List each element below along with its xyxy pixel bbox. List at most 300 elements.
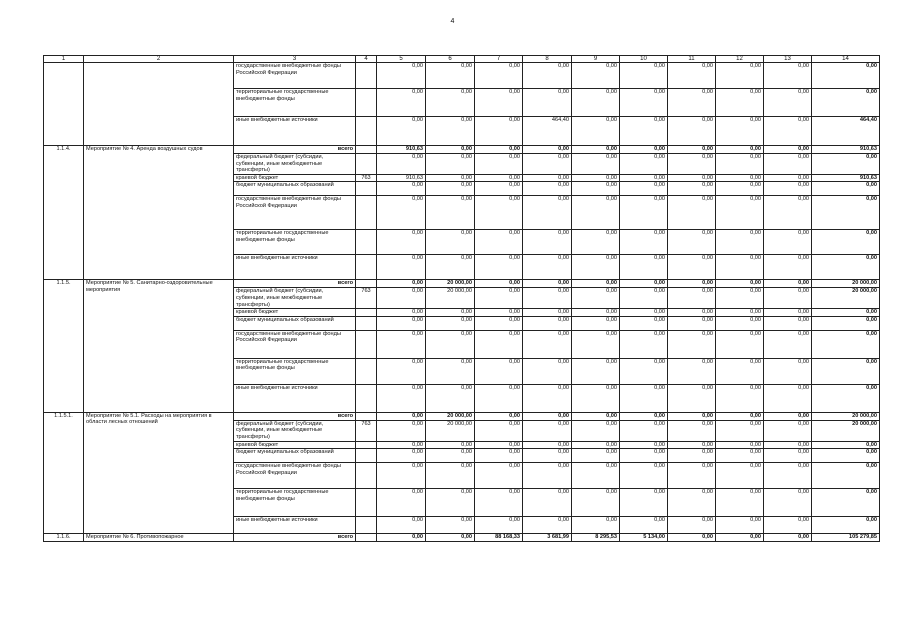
amount-cell: 0,00 <box>668 63 716 89</box>
amount-cell: 0,00 <box>620 463 668 489</box>
budget-table <box>43 55 880 542</box>
amount-cell: 0,00 <box>668 316 716 330</box>
funding-source: федеральный бюджет (субсидии, субвенции, иные межбюджетные трансферты) <box>234 420 356 441</box>
amount-cell: 0,00 <box>572 309 620 317</box>
amount-cell: 0,00 <box>620 174 668 182</box>
measure-number: 1.1.6. <box>44 534 84 542</box>
amount-cell: 0,00 <box>572 63 620 89</box>
amount-cell: 0,00 <box>475 489 523 517</box>
amount-cell: 0,00 <box>668 196 716 230</box>
amount-cell: 0,00 <box>572 441 620 449</box>
amount-cell: 0,00 <box>377 384 426 412</box>
amount-cell: 0,00 <box>523 420 572 441</box>
amount-cell: 0,00 <box>716 441 764 449</box>
amount-cell: 0,00 <box>764 309 812 317</box>
column-header: 11 <box>668 56 716 63</box>
table-row <box>44 280 880 288</box>
amount-cell: 0,00 <box>716 330 764 358</box>
amount-cell: 0,00 <box>475 89 523 117</box>
amount-cell: 0,00 <box>812 196 880 230</box>
amount-cell: 0,00 <box>764 174 812 182</box>
amount-cell: 0,00 <box>620 154 668 175</box>
measure-number: 1.1.4. <box>44 146 84 280</box>
amount-cell: 0,00 <box>572 154 620 175</box>
amount-cell: 0,00 <box>716 255 764 280</box>
amount-cell: 0,00 <box>523 384 572 412</box>
amount-cell: 0,00 <box>475 420 523 441</box>
amount-cell: 0,00 <box>377 117 426 146</box>
funding-source: иные внебюджетные источники <box>234 117 356 146</box>
amount-cell: 0,00 <box>426 441 475 449</box>
amount-cell: 0,00 <box>764 534 812 542</box>
amount-cell: 0,00 <box>426 174 475 182</box>
amount-cell: 0,00 <box>426 255 475 280</box>
amount-cell: 20 000,00 <box>426 288 475 309</box>
amount-cell: 0,00 <box>716 117 764 146</box>
amount-cell: 0,00 <box>426 517 475 534</box>
amount-cell: 0,00 <box>523 463 572 489</box>
table-row <box>44 146 880 154</box>
amount-cell: 0,00 <box>475 517 523 534</box>
amount-cell: 0,00 <box>716 309 764 317</box>
amount-cell: 0,00 <box>572 230 620 255</box>
amount-cell: 0,00 <box>716 196 764 230</box>
amount-cell: 0,00 <box>377 63 426 89</box>
amount-cell: 0,00 <box>523 182 572 196</box>
budget-code <box>356 489 377 517</box>
amount-cell: 0,00 <box>764 182 812 196</box>
funding-source: государственные внебюджетные фонды Российской Федерации <box>234 63 356 89</box>
amount-cell: 0,00 <box>426 489 475 517</box>
amount-cell: 20 000,00 <box>812 280 880 288</box>
amount-cell: 0,00 <box>764 154 812 175</box>
column-header: 5 <box>377 56 426 63</box>
amount-cell: 0,00 <box>812 449 880 463</box>
amount-cell: 0,00 <box>377 463 426 489</box>
amount-cell: 0,00 <box>620 117 668 146</box>
column-header: 2 <box>84 56 234 63</box>
amount-cell: 0,00 <box>475 63 523 89</box>
amount-cell: 0,00 <box>426 63 475 89</box>
amount-cell: 0,00 <box>426 196 475 230</box>
amount-cell: 0,00 <box>764 280 812 288</box>
amount-cell: 0,00 <box>426 449 475 463</box>
amount-cell: 0,00 <box>716 174 764 182</box>
amount-cell: 0,00 <box>716 89 764 117</box>
amount-cell: 20 000,00 <box>426 412 475 420</box>
funding-source: иные внебюджетные источники <box>234 255 356 280</box>
amount-cell: 0,00 <box>812 89 880 117</box>
budget-code <box>356 196 377 230</box>
amount-cell: 0,00 <box>764 316 812 330</box>
amount-cell: 0,00 <box>426 230 475 255</box>
amount-cell: 0,00 <box>523 517 572 534</box>
amount-cell: 0,00 <box>620 489 668 517</box>
amount-cell: 0,00 <box>764 463 812 489</box>
amount-cell: 0,00 <box>523 146 572 154</box>
funding-source: государственные внебюджетные фонды Российской Федерации <box>234 463 356 489</box>
amount-cell: 0,00 <box>620 330 668 358</box>
amount-cell: 20 000,00 <box>812 420 880 441</box>
amount-cell: 0,00 <box>716 316 764 330</box>
amount-cell: 88 168,33 <box>475 534 523 542</box>
amount-cell: 0,00 <box>764 89 812 117</box>
amount-cell: 0,00 <box>475 255 523 280</box>
amount-cell: 0,00 <box>523 174 572 182</box>
amount-cell: 20 000,00 <box>812 288 880 309</box>
funding-source: бюджет муниципальных образований <box>234 182 356 196</box>
amount-cell: 0,00 <box>620 288 668 309</box>
amount-cell: 0,00 <box>668 89 716 117</box>
column-header: 6 <box>426 56 475 63</box>
budget-code <box>356 517 377 534</box>
measure-number: 1.1.5. <box>44 280 84 412</box>
amount-cell: 0,00 <box>377 412 426 420</box>
amount-cell: 0,00 <box>377 441 426 449</box>
amount-cell: 0,00 <box>716 358 764 384</box>
budget-code <box>356 182 377 196</box>
amount-cell: 0,00 <box>426 182 475 196</box>
funding-source: бюджет муниципальных образований <box>234 316 356 330</box>
amount-cell: 0,00 <box>377 89 426 117</box>
amount-cell: 0,00 <box>812 230 880 255</box>
amount-cell: 0,00 <box>377 517 426 534</box>
amount-cell: 0,00 <box>812 463 880 489</box>
amount-cell: 3 681,99 <box>523 534 572 542</box>
amount-cell: 0,00 <box>716 463 764 489</box>
table-row <box>44 63 880 89</box>
amount-cell: 0,00 <box>668 280 716 288</box>
amount-cell: 0,00 <box>668 489 716 517</box>
amount-cell: 0,00 <box>668 420 716 441</box>
table-row <box>44 412 880 420</box>
column-header: 4 <box>356 56 377 63</box>
amount-cell: 0,00 <box>572 384 620 412</box>
measure-name: Мероприятие № 5.1. Расходы на мероприятия в области лесных отношений <box>84 412 234 533</box>
amount-cell: 0,00 <box>426 316 475 330</box>
amount-cell: 0,00 <box>523 316 572 330</box>
budget-code <box>356 358 377 384</box>
amount-cell: 0,00 <box>523 489 572 517</box>
measure-number <box>44 63 84 146</box>
amount-cell: 0,00 <box>475 280 523 288</box>
budget-code <box>356 309 377 317</box>
amount-cell: 0,00 <box>812 330 880 358</box>
table-row <box>44 534 880 542</box>
amount-cell: 0,00 <box>716 280 764 288</box>
amount-cell: 0,00 <box>475 316 523 330</box>
amount-cell: 0,00 <box>572 174 620 182</box>
amount-cell: 0,00 <box>572 280 620 288</box>
amount-cell: 0,00 <box>620 449 668 463</box>
amount-cell: 0,00 <box>426 384 475 412</box>
funding-source: краевой бюджет <box>234 174 356 182</box>
amount-cell: 0,00 <box>475 449 523 463</box>
amount-cell: 0,00 <box>620 146 668 154</box>
amount-cell: 0,00 <box>764 146 812 154</box>
amount-cell: 0,00 <box>620 63 668 89</box>
amount-cell: 0,00 <box>572 196 620 230</box>
amount-cell: 0,00 <box>764 517 812 534</box>
amount-cell: 0,00 <box>764 288 812 309</box>
amount-cell: 0,00 <box>572 288 620 309</box>
amount-cell: 0,00 <box>716 384 764 412</box>
amount-cell: 0,00 <box>620 441 668 449</box>
amount-cell: 0,00 <box>426 463 475 489</box>
amount-cell: 0,00 <box>377 449 426 463</box>
amount-cell: 0,00 <box>668 255 716 280</box>
amount-cell: 0,00 <box>668 182 716 196</box>
amount-cell: 0,00 <box>716 288 764 309</box>
amount-cell: 0,00 <box>716 449 764 463</box>
amount-cell: 0,00 <box>377 309 426 317</box>
amount-cell: 0,00 <box>668 230 716 255</box>
amount-cell: 0,00 <box>523 230 572 255</box>
amount-cell: 0,00 <box>620 384 668 412</box>
budget-code: 763 <box>356 174 377 182</box>
budget-code <box>356 280 377 288</box>
amount-cell: 0,00 <box>426 534 475 542</box>
amount-cell: 0,00 <box>377 358 426 384</box>
amount-cell: 0,00 <box>426 154 475 175</box>
amount-cell: 0,00 <box>475 309 523 317</box>
amount-cell: 0,00 <box>620 316 668 330</box>
amount-cell: 0,00 <box>377 534 426 542</box>
amount-cell: 0,00 <box>620 309 668 317</box>
amount-cell: 0,00 <box>572 463 620 489</box>
amount-cell: 0,00 <box>377 330 426 358</box>
amount-cell: 0,00 <box>764 412 812 420</box>
amount-cell: 0,00 <box>572 412 620 420</box>
amount-cell: 0,00 <box>523 330 572 358</box>
amount-cell: 0,00 <box>475 154 523 175</box>
amount-cell: 0,00 <box>812 154 880 175</box>
budget-code <box>356 441 377 449</box>
amount-cell: 0,00 <box>475 182 523 196</box>
amount-cell: 0,00 <box>377 316 426 330</box>
amount-cell: 0,00 <box>523 63 572 89</box>
page-number: 4 <box>450 18 455 25</box>
budget-code <box>356 154 377 175</box>
amount-cell: 20 000,00 <box>812 412 880 420</box>
amount-cell: 8 295,53 <box>572 534 620 542</box>
funding-source: федеральный бюджет (субсидии, субвенции, иные межбюджетные трансферты) <box>234 154 356 175</box>
amount-cell: 0,00 <box>475 117 523 146</box>
amount-cell: 464,40 <box>523 117 572 146</box>
funding-source: иные внебюджетные источники <box>234 517 356 534</box>
amount-cell: 0,00 <box>523 412 572 420</box>
amount-cell: 0,00 <box>812 358 880 384</box>
funding-source: всего <box>234 412 356 420</box>
amount-cell: 0,00 <box>668 117 716 146</box>
amount-cell: 0,00 <box>812 384 880 412</box>
column-header: 8 <box>523 56 572 63</box>
amount-cell: 0,00 <box>668 534 716 542</box>
amount-cell: 0,00 <box>764 230 812 255</box>
amount-cell: 0,00 <box>764 420 812 441</box>
amount-cell: 0,00 <box>475 330 523 358</box>
measure-number: 1.1.5.1. <box>44 412 84 533</box>
column-header: 12 <box>716 56 764 63</box>
amount-cell: 0,00 <box>620 182 668 196</box>
column-header: 3 <box>234 56 356 63</box>
amount-cell: 0,00 <box>668 146 716 154</box>
amount-cell: 0,00 <box>475 146 523 154</box>
amount-cell: 0,00 <box>475 230 523 255</box>
amount-cell: 0,00 <box>716 517 764 534</box>
amount-cell: 0,00 <box>523 154 572 175</box>
amount-cell: 0,00 <box>668 330 716 358</box>
amount-cell: 0,00 <box>716 534 764 542</box>
amount-cell: 0,00 <box>523 255 572 280</box>
amount-cell: 0,00 <box>426 89 475 117</box>
amount-cell: 0,00 <box>620 280 668 288</box>
amount-cell: 0,00 <box>764 384 812 412</box>
amount-cell: 0,00 <box>716 489 764 517</box>
amount-cell: 0,00 <box>523 449 572 463</box>
amount-cell: 0,00 <box>572 146 620 154</box>
funding-source: краевой бюджет <box>234 441 356 449</box>
amount-cell: 0,00 <box>812 182 880 196</box>
amount-cell: 0,00 <box>764 330 812 358</box>
funding-source: государственные внебюджетные фонды Российской Федерации <box>234 196 356 230</box>
amount-cell: 0,00 <box>716 412 764 420</box>
amount-cell: 0,00 <box>812 63 880 89</box>
amount-cell: 0,00 <box>668 517 716 534</box>
budget-code <box>356 330 377 358</box>
amount-cell: 0,00 <box>812 316 880 330</box>
amount-cell: 0,00 <box>764 255 812 280</box>
funding-source: бюджет муниципальных образований <box>234 449 356 463</box>
amount-cell: 0,00 <box>812 441 880 449</box>
amount-cell: 0,00 <box>572 316 620 330</box>
amount-cell: 0,00 <box>523 309 572 317</box>
amount-cell: 0,00 <box>475 412 523 420</box>
amount-cell: 0,00 <box>523 441 572 449</box>
amount-cell: 0,00 <box>475 384 523 412</box>
amount-cell: 0,00 <box>764 489 812 517</box>
amount-cell: 0,00 <box>572 89 620 117</box>
budget-code: 763 <box>356 420 377 441</box>
funding-source: федеральный бюджет (субсидии, субвенции, иные межбюджетные трансферты) <box>234 288 356 309</box>
amount-cell: 0,00 <box>523 288 572 309</box>
amount-cell: 0,00 <box>377 280 426 288</box>
amount-cell: 0,00 <box>668 309 716 317</box>
budget-code <box>356 412 377 420</box>
amount-cell: 0,00 <box>764 441 812 449</box>
amount-cell: 0,00 <box>620 89 668 117</box>
amount-cell: 0,00 <box>668 412 716 420</box>
amount-cell: 0,00 <box>812 489 880 517</box>
budget-code <box>356 384 377 412</box>
column-header: 9 <box>572 56 620 63</box>
amount-cell: 0,00 <box>377 230 426 255</box>
amount-cell: 0,00 <box>716 154 764 175</box>
amount-cell: 0,00 <box>426 330 475 358</box>
amount-cell: 0,00 <box>812 309 880 317</box>
amount-cell: 0,00 <box>377 255 426 280</box>
measure-name: Мероприятие № 5. Санитарно-оздоровительные мероприятия <box>84 280 234 412</box>
amount-cell: 0,00 <box>620 420 668 441</box>
budget-code <box>356 146 377 154</box>
amount-cell: 0,00 <box>716 63 764 89</box>
amount-cell: 0,00 <box>572 517 620 534</box>
amount-cell: 464,40 <box>812 117 880 146</box>
amount-cell: 0,00 <box>716 230 764 255</box>
amount-cell: 0,00 <box>475 463 523 489</box>
amount-cell: 0,00 <box>764 63 812 89</box>
budget-code <box>356 449 377 463</box>
amount-cell: 0,00 <box>668 441 716 449</box>
amount-cell: 0,00 <box>620 230 668 255</box>
funding-source: территориальные государственные внебюджетные фонды <box>234 358 356 384</box>
amount-cell: 0,00 <box>668 358 716 384</box>
amount-cell: 0,00 <box>764 196 812 230</box>
amount-cell: 105 279,85 <box>812 534 880 542</box>
amount-cell: 0,00 <box>377 288 426 309</box>
amount-cell: 0,00 <box>716 420 764 441</box>
amount-cell: 20 000,00 <box>426 280 475 288</box>
amount-cell: 0,00 <box>620 358 668 384</box>
amount-cell: 0,00 <box>716 146 764 154</box>
funding-source: краевой бюджет <box>234 309 356 317</box>
amount-cell: 0,00 <box>620 196 668 230</box>
amount-cell: 0,00 <box>764 449 812 463</box>
amount-cell: 0,00 <box>475 174 523 182</box>
table-body <box>44 63 880 542</box>
funding-source: всего <box>234 534 356 542</box>
funding-source: территориальные государственные внебюджетные фонды <box>234 230 356 255</box>
budget-code <box>356 63 377 89</box>
amount-cell: 0,00 <box>475 441 523 449</box>
amount-cell: 0,00 <box>764 358 812 384</box>
measure-name: Мероприятие № 6. Противопожарное <box>84 534 234 542</box>
amount-cell: 0,00 <box>523 196 572 230</box>
column-header: 7 <box>475 56 523 63</box>
amount-cell: 0,00 <box>620 517 668 534</box>
budget-code <box>356 255 377 280</box>
amount-cell: 0,00 <box>572 330 620 358</box>
amount-cell: 0,00 <box>812 255 880 280</box>
amount-cell: 0,00 <box>426 117 475 146</box>
amount-cell: 0,00 <box>523 280 572 288</box>
budget-code <box>356 316 377 330</box>
amount-cell: 0,00 <box>475 288 523 309</box>
amount-cell: 910,63 <box>812 146 880 154</box>
amount-cell: 0,00 <box>572 182 620 196</box>
amount-cell: 0,00 <box>572 420 620 441</box>
amount-cell: 0,00 <box>426 309 475 317</box>
amount-cell: 0,00 <box>620 255 668 280</box>
measure-name: Мероприятие № 4. Аренда воздушных судов <box>84 146 234 280</box>
amount-cell: 0,00 <box>668 384 716 412</box>
amount-cell: 0,00 <box>426 146 475 154</box>
column-header: 1 <box>44 56 84 63</box>
amount-cell: 0,00 <box>377 182 426 196</box>
column-header: 10 <box>620 56 668 63</box>
funding-source: территориальные государственные внебюджетные фонды <box>234 89 356 117</box>
column-header: 13 <box>764 56 812 63</box>
amount-cell: 0,00 <box>377 489 426 517</box>
measure-name <box>84 63 234 146</box>
amount-cell: 0,00 <box>668 174 716 182</box>
amount-cell: 0,00 <box>523 89 572 117</box>
budget-code <box>356 89 377 117</box>
funding-source: территориальные государственные внебюджетные фонды <box>234 489 356 517</box>
amount-cell: 0,00 <box>572 117 620 146</box>
budget-code: 763 <box>356 288 377 309</box>
amount-cell: 0,00 <box>668 288 716 309</box>
